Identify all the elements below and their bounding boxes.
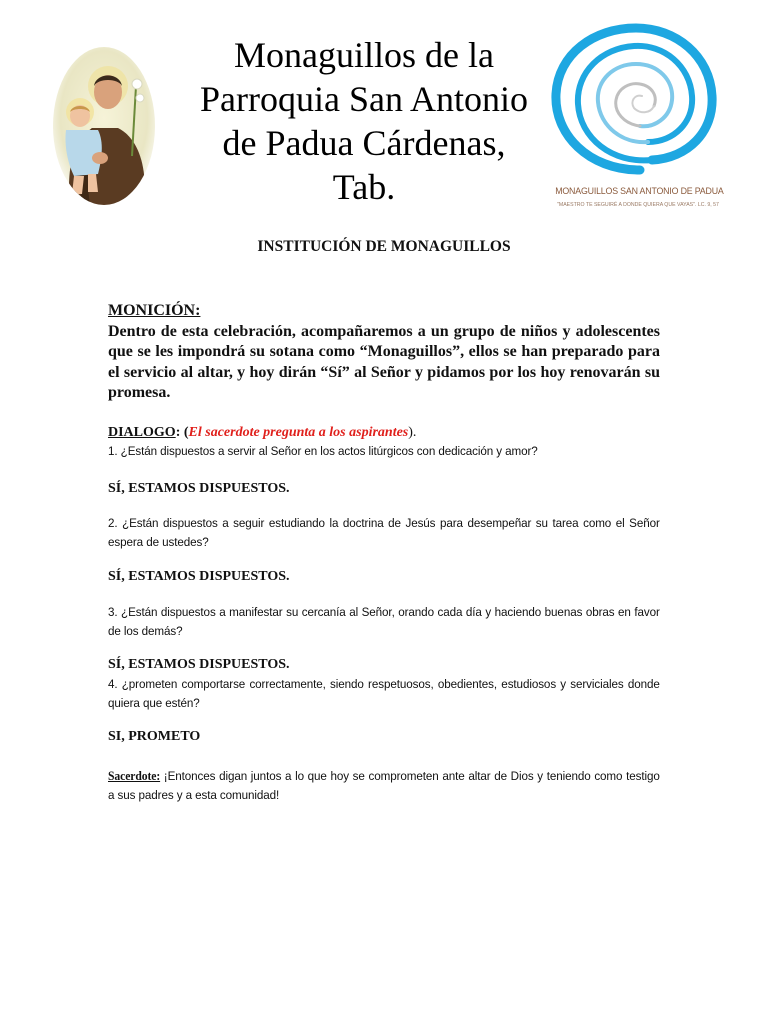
answer-1: SÍ, ESTAMOS DISPUESTOS. xyxy=(108,481,290,496)
question-3: 3. ¿Están dispuestos a manifestar su cercanía al Señor, orando cada día y haciendo buenas obras en favor de los demás? xyxy=(108,605,660,638)
monaguillos-logo xyxy=(548,22,728,217)
answer-4: SI, PROMETO xyxy=(108,729,201,744)
question-4: 4. ¿prometen comportarse correctamente, siendo respetuosos, obedientes, estudiosos y serviciales donde quiera que estén? xyxy=(108,677,660,710)
answer-2: SÍ, ESTAMOS DISPUESTOS. xyxy=(108,569,290,584)
dialogo-heading xyxy=(108,424,660,442)
monicion-heading: MONICIÓN: xyxy=(108,302,201,319)
monicion-text: Dentro de esta celebración, acompañaremos a un grupo de niños y adolescentes que se les impondrá su sotana como “Monaguillos”, ellos se han preparado para el servicio al altar, y hoy dirán “Sí” al Señor y pidamos por los hoy renovarán su promesa. xyxy=(108,322,660,401)
dialogo-label: DIALOGO xyxy=(108,425,176,440)
monicion-section xyxy=(108,301,660,404)
header-title-line-4: Tab. xyxy=(332,167,396,207)
sacerdote-label: Sacerdote: xyxy=(108,769,161,783)
question-1: 1. ¿Están dispuestos a servir al Señor en los actos litúrgicos con dedicación y amor? xyxy=(108,444,538,458)
saint-anthony-illustration xyxy=(52,46,156,206)
sacerdote-text: ¡Entonces digan juntos a lo que hoy se comprometen ante altar de Dios y teniendo como testigo a sus padres y a esta comunidad! xyxy=(108,769,660,802)
logo-motto-text: "MAESTRO TE SEGUIRÉ A DONDE QUIERA QUE VAYAS". LC. 9, 57 xyxy=(557,202,719,208)
dialogo-close: ). xyxy=(408,425,417,440)
header-title-line-3: de Padua Cárdenas, xyxy=(222,123,506,163)
document-title: INSTITUCIÓN DE MONAGUILLOS xyxy=(257,238,511,255)
header-title-line-2: Parroquia San Antonio xyxy=(200,79,528,119)
dialogo-colon: : ( xyxy=(175,425,189,440)
question-2: 2. ¿Están dispuestos a seguir estudiando la doctrina de Jesús para desempeñar su tarea como el Señor espera de ustedes? xyxy=(108,516,660,549)
saint-anthony-image xyxy=(52,46,156,206)
spiral-logo-icon xyxy=(548,22,728,187)
sacerdote-paragraph xyxy=(108,767,660,804)
answer-3: SÍ, ESTAMOS DISPUESTOS. xyxy=(108,657,290,672)
header-title xyxy=(180,33,548,209)
logo-name-text: MONAGUILLOS SAN ANTONIO DE PADUA xyxy=(555,186,724,197)
header-title-line-1: Monaguillos de la xyxy=(234,35,494,75)
dialogo-instruction: El sacerdote pregunta a los aspirantes xyxy=(188,425,409,440)
